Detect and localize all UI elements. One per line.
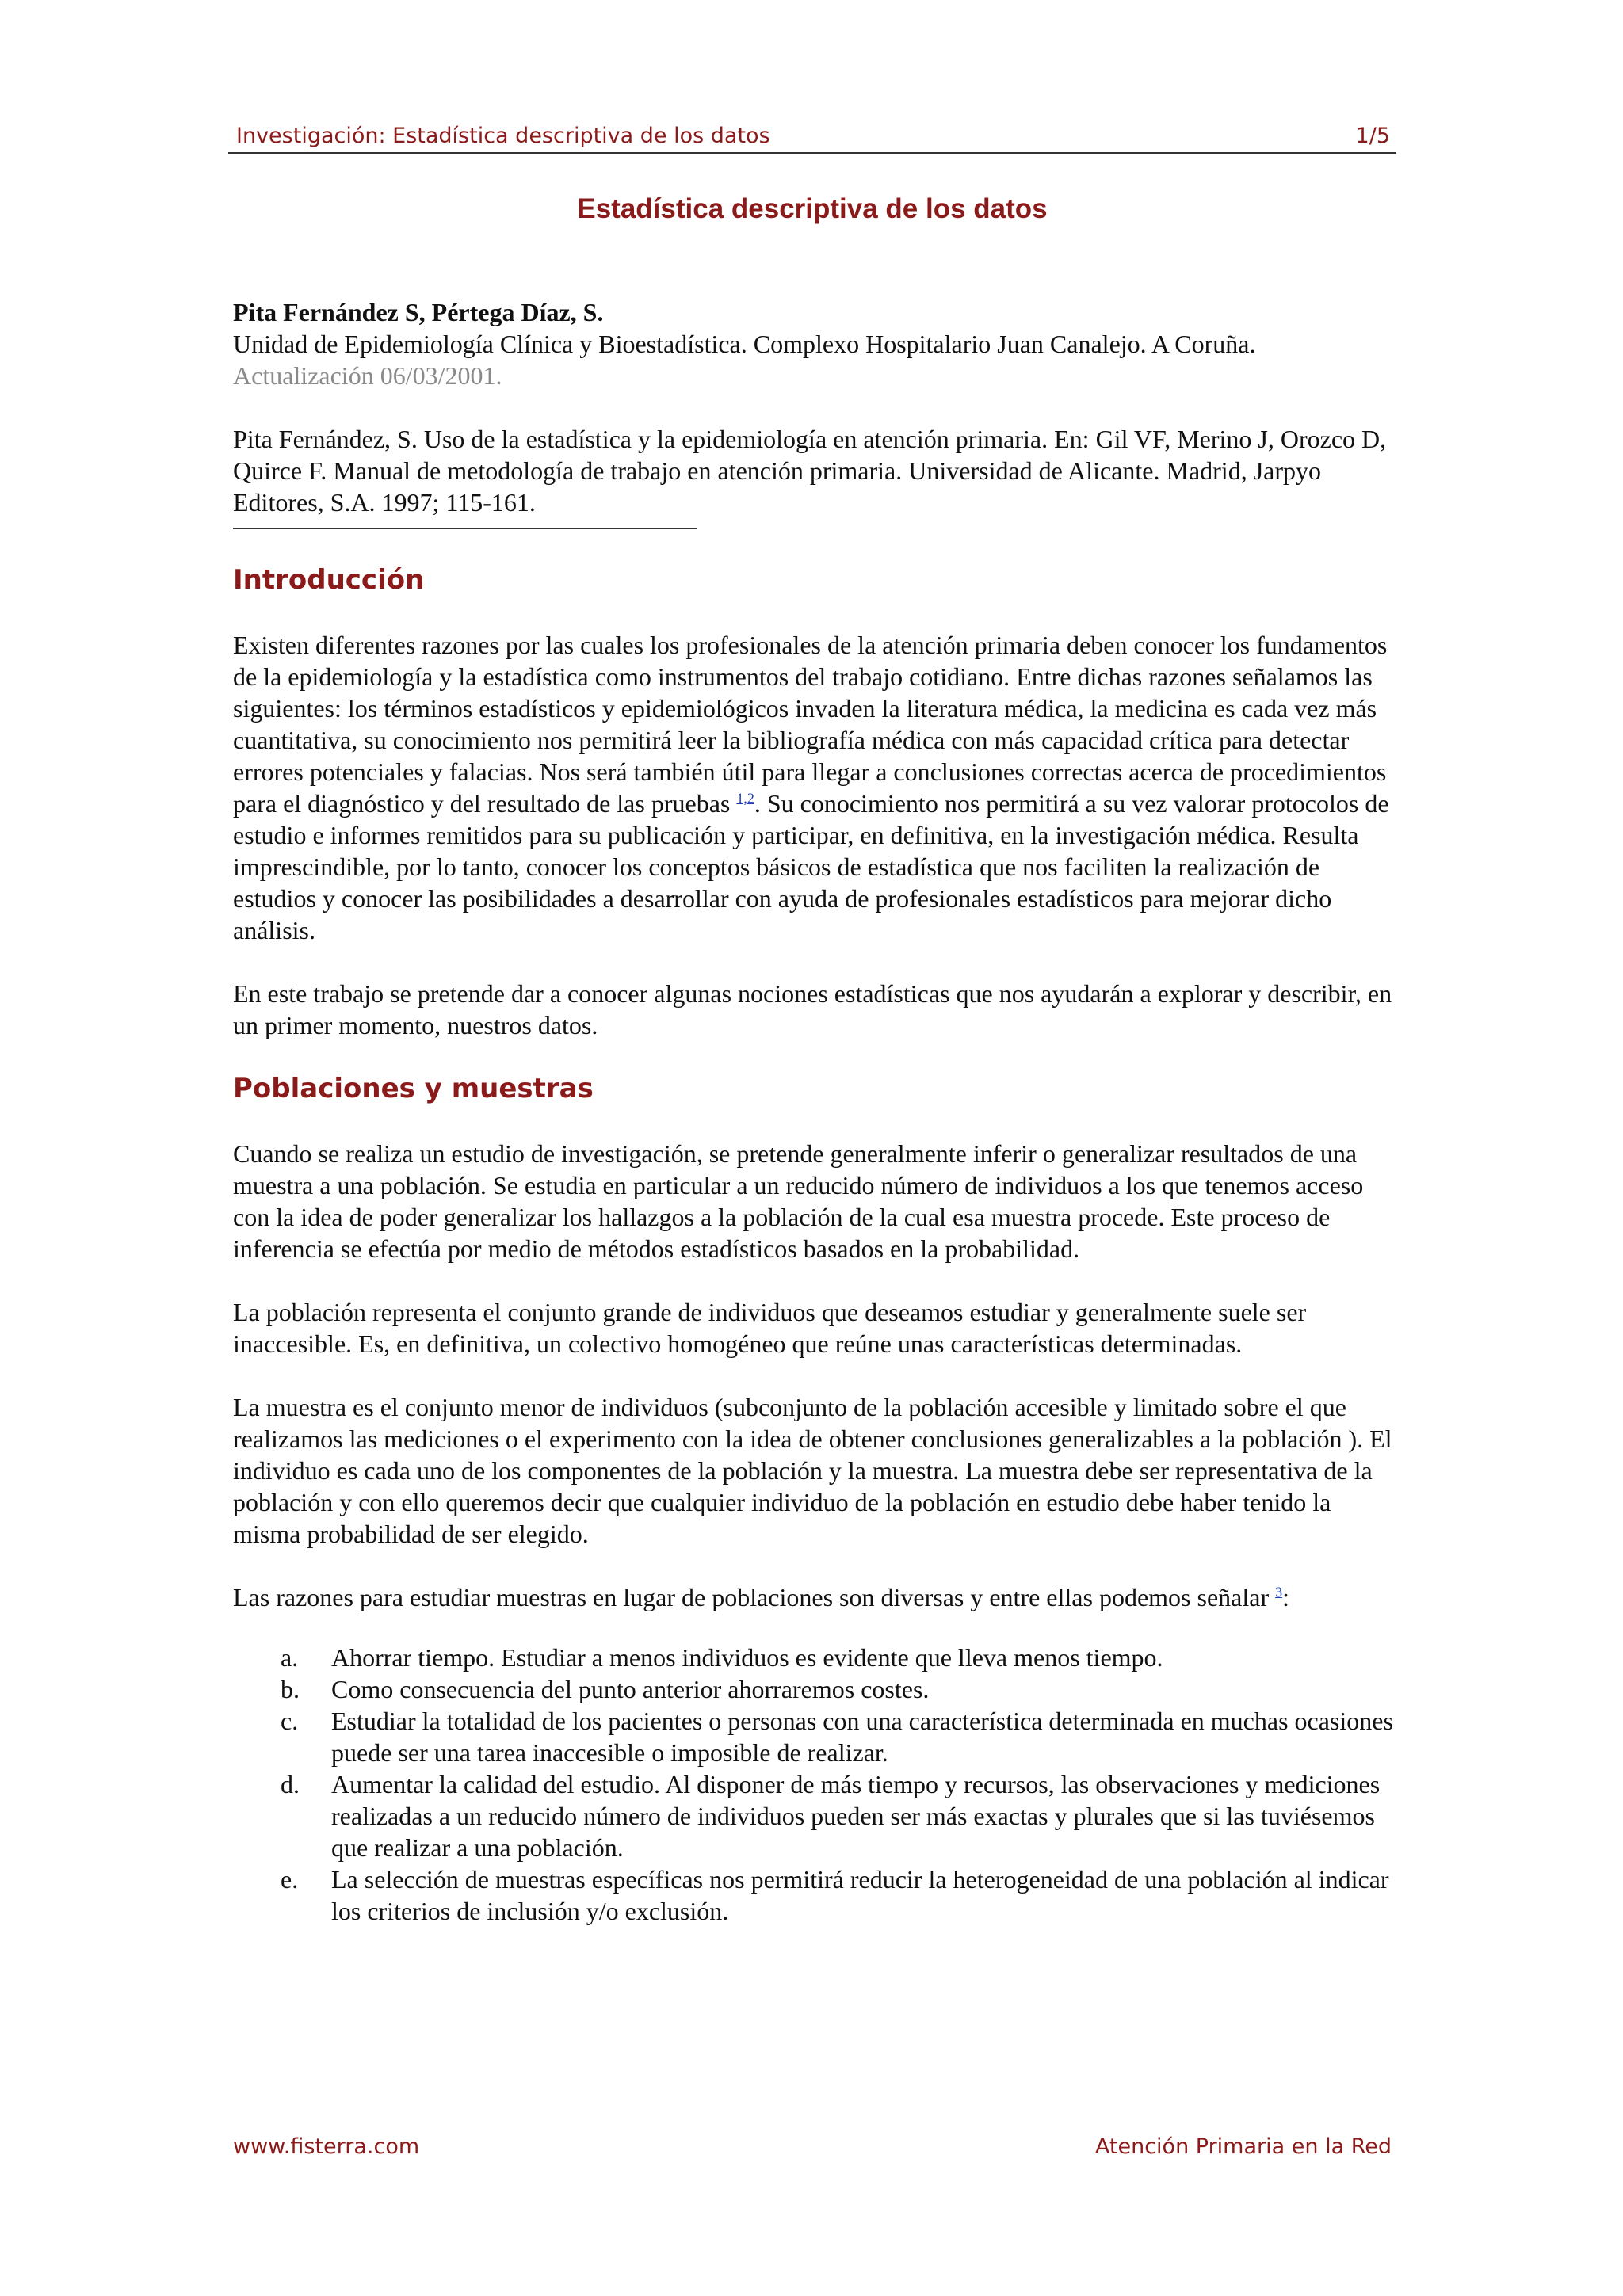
poblaciones-paragraph-1: Cuando se realiza un estudio de investigación, se pretende generalmente inferir o generalizar resultados de una muestra a una población. Se estudia en particular a un reducido número de individuos a los que tenemos acceso con la idea de poder generalizar los hallazgos a la población de la cual esa muestra procede. Este proceso de inferencia se efectúa por medio de métodos estadísticos basados en la probabilidad. xyxy=(233,1139,1364,1263)
list-item: d. Aumentar la calidad del estudio. Al disponer de más tiempo y recursos, las observaciones y mediciones realizadas a un reducido número de individuos pueden ser más exactas y plurales que si las tuviésemos que realizar a una población. xyxy=(281,1770,1381,1862)
reference-1-2 xyxy=(736,790,754,806)
list-item: a. Ahorrar tiempo. Estudiar a menos individuos es evidente que lleva menos tiempo. xyxy=(281,1643,1163,1672)
section-heading-poblaciones: Poblaciones y muestras xyxy=(233,1073,594,1104)
running-title: Investigación: Estadística descriptiva de los datos xyxy=(236,124,770,148)
footer-site-link[interactable]: www.fisterra.com xyxy=(233,2134,420,2159)
list-item: c. Estudiar la totalidad de los pacientes o personas con una característica determinada en muchas ocasiones puede ser una tarea inaccesible o imposible de realizar. xyxy=(281,1707,1393,1767)
list-item: e. La selección de muestras específicas nos permitirá reducir la heterogeneidad de una población al indicar los criterios de inclusión y/o exclusión. xyxy=(281,1865,1389,1925)
poblaciones-paragraph-2: La población representa el conjunto grande de individuos que deseamos estudiar y generalmente suele ser inaccesible. Es, en definitiva, un colectivo homogéneo que reúne unas características determinadas. xyxy=(233,1298,1307,1358)
citation-divider xyxy=(233,528,697,529)
poblaciones-paragraph-3: La muestra es el conjunto menor de individuos (subconjunto de la población accesible y limitado sobre el que realizamos las mediciones o el experimento con la idea de obtener conclusiones generalizables a la población ). El individuo es cada uno de los componentes de la población y la muestra. La muestra debe ser representativa de la población y con ello queremos decir que cualquier individuo de la población en estudio debe haber tenido la misma probabilidad de ser elegido. xyxy=(233,1393,1392,1548)
list-item: b. Como consecuencia del punto anterior ahorraremos costes. xyxy=(281,1675,930,1703)
footer-tagline: Atención Primaria en la Red xyxy=(1094,2134,1392,2159)
page-footer xyxy=(233,2134,1392,2166)
section-heading-introduccion: Introducción xyxy=(233,564,425,596)
header-divider xyxy=(228,152,1396,154)
intro-paragraph-2: En este trabajo se pretende dar a conocer algunas nociones estadísticas que nos ayudarán a explorar y describir, en un primer momento, nuestros datos. xyxy=(233,979,1392,1039)
reference-link[interactable]: 1,2 xyxy=(736,790,754,807)
reference-3 xyxy=(1275,1584,1282,1600)
reference-link[interactable]: 3 xyxy=(1275,1584,1283,1600)
update-date: Actualización 06/03/2001. xyxy=(233,361,502,390)
reasons-list xyxy=(233,1642,1398,1927)
intro-paragraph-1: Existen diferentes razones por las cuales los profesionales de la atención primaria deben conocer los fundamentos de la epidemiología y la estadística como instrumentos del trabajo cotidiano. Entre dichas razones señalamos las siguientes: los términos estadísticos y epidemiológicos invaden la literatura médica, la medicina es cada vez más cuantitativa, su conocimiento nos permitirá leer la bibliografía médica con más capacidad crítica para detectar errores potenciales y falacias. Nos será también útil para llegar a conclusiones correctas acerca de procedimientos para el diagnóstico y del resultado de las pruebas $^{1,2}$. Su conocimiento nos permitirá a su vez valorar protocolos de estudio e informes remitidos para su publicación y participar, en definitiva, en la investigación médica. Resulta imprescindible, por lo tanto, conocer los conceptos básicos de estadística que nos faciliten la realización de estudios y conocer las posibilidades a desarrollar con ayuda de profesionales estadísticos para mejorar dicho análisis. xyxy=(233,631,1389,944)
authors: Pita Fernández S, Pértega Díaz, S. xyxy=(233,298,604,326)
document-title: Estadística descriptiva de los datos xyxy=(577,193,1048,224)
running-header xyxy=(228,124,1396,154)
page-number: 1/5 xyxy=(1355,124,1390,148)
poblaciones-paragraph-4: Las razones para estudiar muestras en lugar de poblaciones son diversas y entre ellas podemos señalar $^3$: xyxy=(233,1583,1289,1611)
affiliation: Unidad de Epidemiología Clínica y Bioestadística. Complexo Hospitalario Juan Canalejo. A Coruña. xyxy=(233,330,1256,358)
document-body xyxy=(233,296,1398,1927)
citation: Pita Fernández, S. Uso de la estadística y la epidemiología en atención primaria. En: Gil VF, Merino J, Orozco D, Quirce F. Manual de metodología de trabajo en atención primaria. Universidad de Alicante. Madrid, Jarpyo Editores, S.A. 1997; 115-161. xyxy=(233,425,1387,517)
